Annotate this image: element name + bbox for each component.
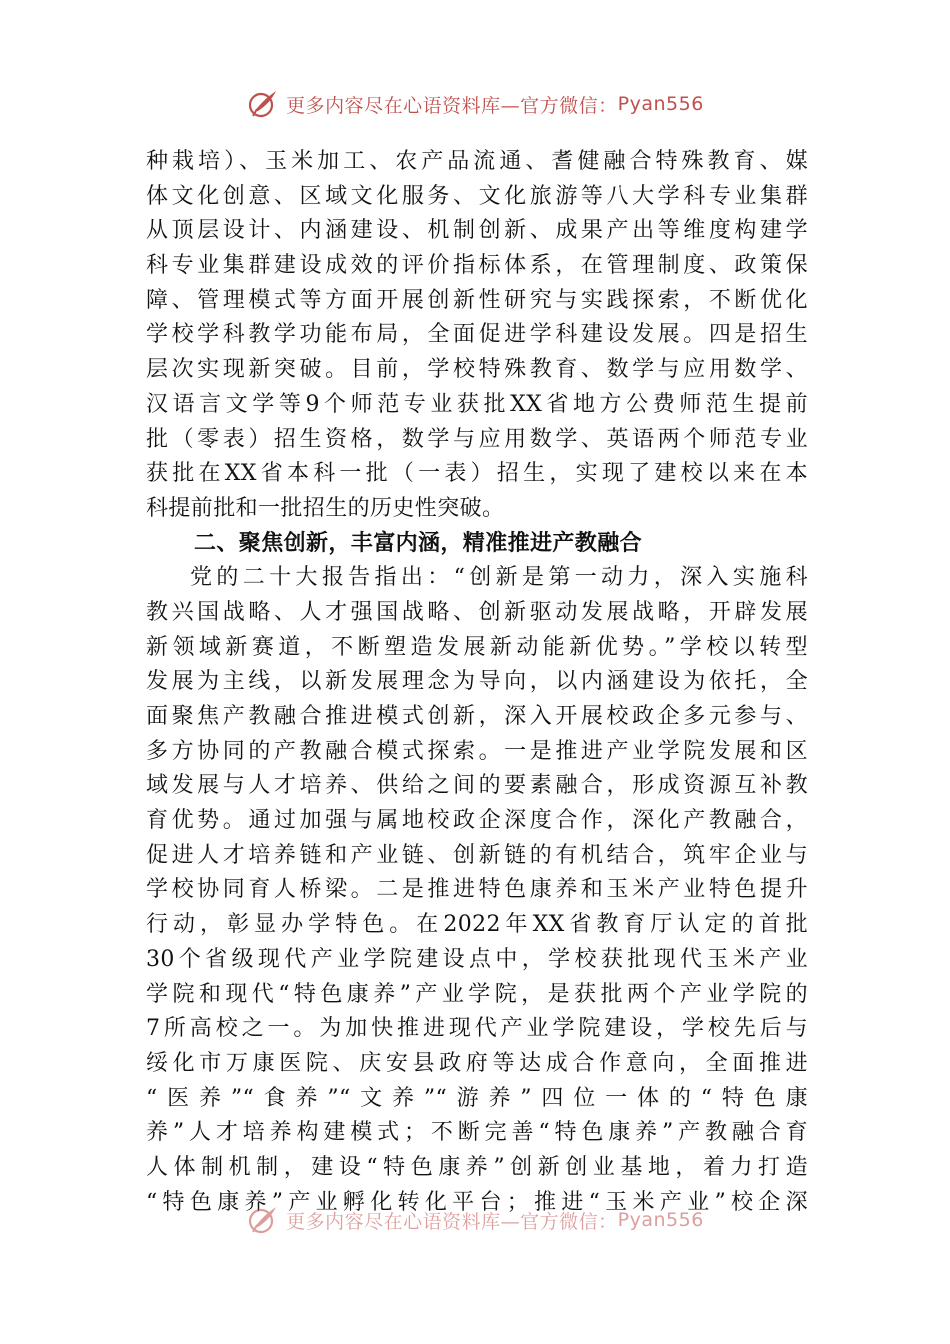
- text-line: 获批在XX省本科一批（一表）招生，实现了建校以来在本: [146, 461, 808, 487]
- text-line: 体文化创意、区域文化服务、文化旅游等八大学科专业集群: [146, 183, 808, 209]
- text-line: 科专业集群建设成效的评价指标体系，在管理制度、政策保: [146, 253, 808, 279]
- text-line: 学院和现代“特色康养”产业学院，是获批两个产业学院的: [146, 981, 808, 1007]
- text-line: “特色康养”产业孵化转化平台；推进“玉米产业”校企深: [146, 1189, 808, 1215]
- text-line: 育优势。通过加强与属地校政企深度合作，深化产教融合，: [146, 808, 808, 834]
- text-line: 发展为主线，以新发展理念为导向，以内涵建设为依托，全: [146, 669, 808, 695]
- text-line: 学校学科教学功能布局，全面促进学科建设发展。四是招生: [146, 322, 808, 348]
- text-line: 学校协同育人桥梁。二是推进特色康养和玉米产业特色提升: [146, 877, 808, 903]
- feather-logo-icon: [246, 87, 280, 121]
- text-line: 7所高校之一。为加快推进现代产业学院建设，学校先后与: [146, 1016, 808, 1042]
- text-line: 行动，彰显办学特色。在2022年XX省教育厅认定的首批: [146, 912, 808, 938]
- watermark-handle: Pyan556: [617, 1209, 704, 1231]
- text-line: 从顶层设计、内涵建设、机制创新、成果产出等维度构建学: [146, 218, 808, 244]
- text-line: 障、管理模式等方面开展创新性研究与实践探索，不断优化: [146, 287, 808, 313]
- feather-logo-icon: [246, 1203, 280, 1237]
- text-line: 新领域新赛道，不断塑造发展新动能新优势。”学校以转型: [146, 634, 808, 660]
- text-line: 层次实现新突破。目前，学校特殊教育、数学与应用数学、: [146, 357, 808, 383]
- text-line: 促进人才培养链和产业链、创新链的有机结合，筑牢企业与: [146, 842, 808, 868]
- text-line: 人体制机制，建设“特色康养”创新创业基地，着力打造: [146, 1154, 808, 1180]
- text-line: 党的二十大报告指出：“创新是第一动力，深入实施科: [190, 565, 808, 591]
- text-line: 30个省级现代产业学院建设点中，学校获批现代玉米产业: [146, 946, 808, 972]
- text-line: 域发展与人才培养、供给之间的要素融合，形成资源互补教: [146, 773, 808, 799]
- text-line: 科提前批和一批招生的历史性突破。: [146, 495, 505, 521]
- text-line: “医养”“食养”“文养”“游养”四位一体的“特色康: [146, 1085, 808, 1111]
- watermark-text: 更多内容尽在心语资料库—官方微信：: [286, 94, 618, 117]
- text-line: 养”人才培养构建模式；不断完善“特色康养”产教融合育: [146, 1120, 808, 1146]
- text-line: 教兴国战略、人才强国战略、创新驱动发展战略，开辟发展: [146, 599, 808, 625]
- text-line: 多方协同的产教融合模式探索。一是推进产业学院发展和区: [146, 738, 808, 764]
- body-text: [146, 145, 808, 1220]
- text-line: 批（零表）招生资格，数学与应用数学、英语两个师范专业: [146, 426, 808, 452]
- watermark-text: 更多内容尽在心语资料库—官方微信：: [286, 1210, 618, 1233]
- text-line: 种栽培）、玉米加工、农产品流通、耆健融合特殊教育、媒: [146, 149, 808, 174]
- text-line: 绥化市万康医院、庆安县政府等达成合作意向，全面推进: [146, 1050, 808, 1076]
- section-heading: 二、聚焦创新，丰富内涵，精准推进产教融合: [194, 530, 643, 556]
- text-line: 汉语言文学等9个师范专业获批XX省地方公费师范生提前: [146, 391, 808, 417]
- text-line: 面聚焦产教融合推进模式创新，深入开展校政企多元参与、: [146, 704, 808, 729]
- watermark-handle: Pyan556: [617, 93, 704, 115]
- watermark-header: [0, 84, 950, 124]
- watermark-footer: [0, 1200, 950, 1240]
